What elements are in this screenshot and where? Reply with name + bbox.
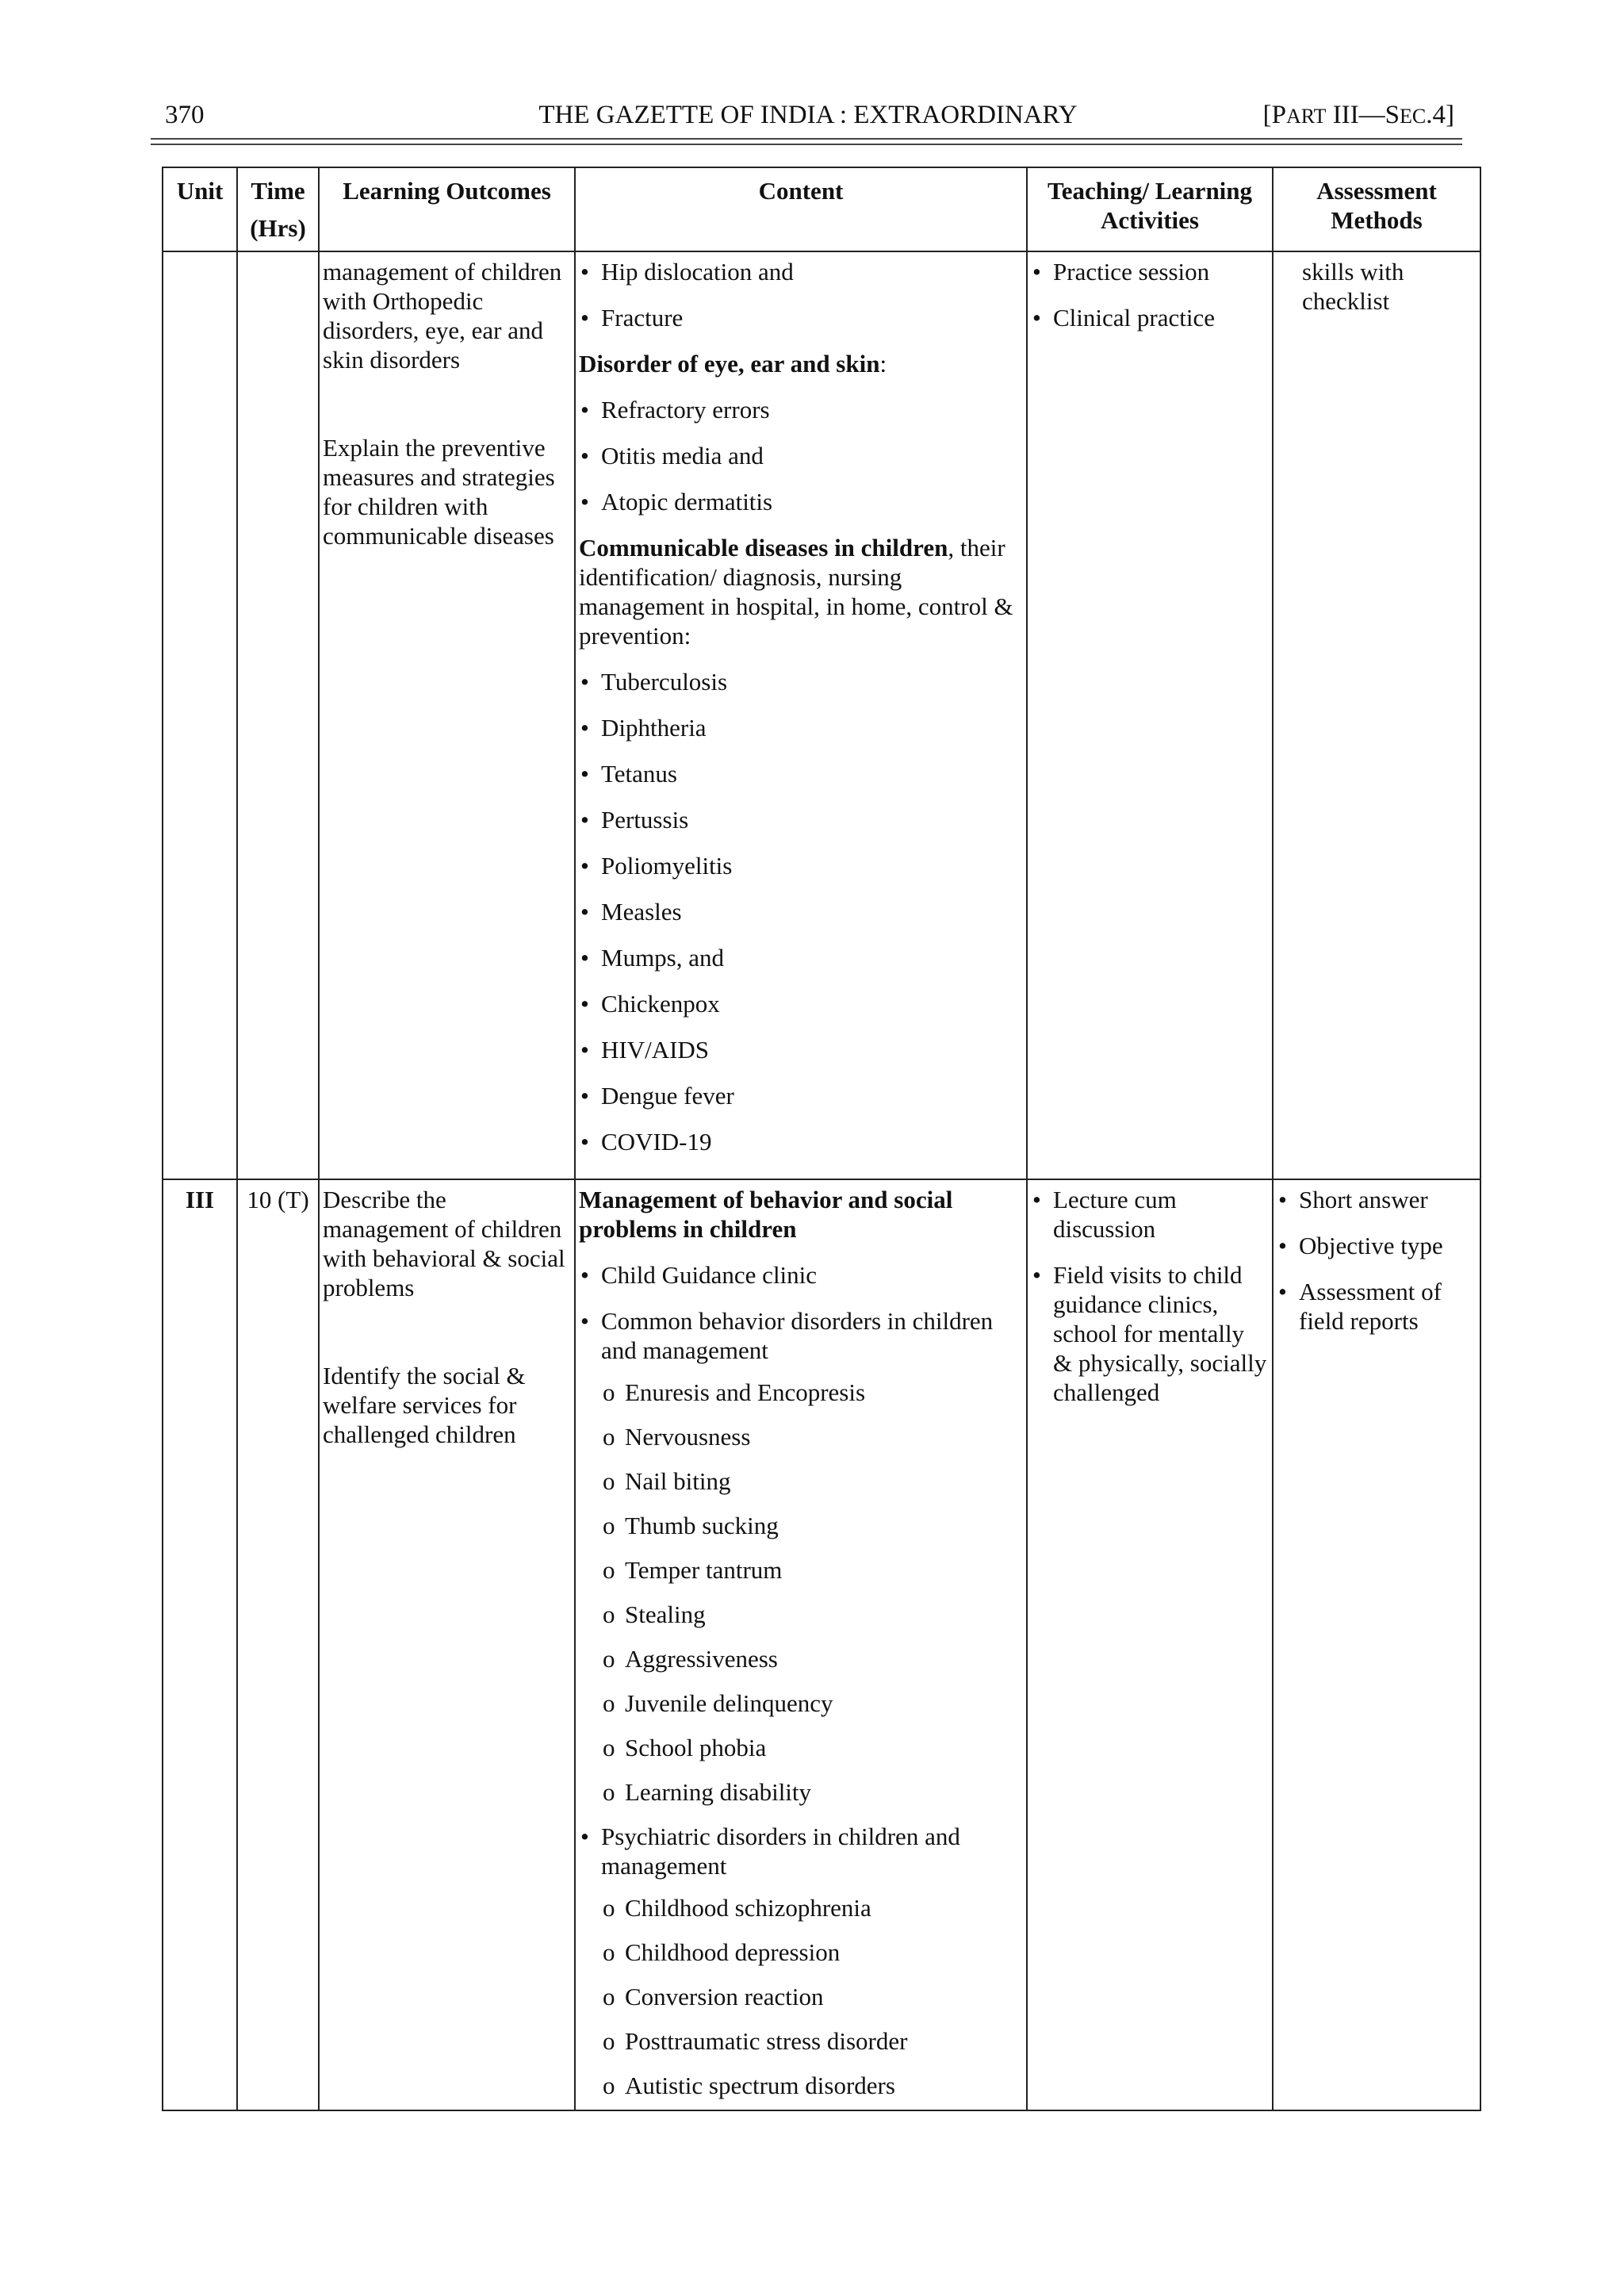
time-cell: 10 (T) (237, 1179, 319, 2110)
page-header (162, 95, 1454, 135)
list-item: • Short answer (1277, 1185, 1477, 1214)
learning-outcome-text: management of children with Orthopedic disorders, eye, ear and skin disorders (323, 258, 562, 374)
list-item: • Common behavior disorders in children and management (579, 1306, 1023, 1365)
header-unit: Unit (163, 167, 237, 251)
sub-list-item: o Conversion reaction (579, 1982, 1023, 2011)
list-item: • HIV/AIDS (579, 1035, 1023, 1064)
header-assessment-methods: Assessment Methods (1273, 167, 1480, 251)
header-learning-outcomes: Learning Outcomes (319, 167, 575, 251)
list-item: • Measles (579, 897, 1023, 926)
list-item: • Refractory errors (579, 395, 1023, 424)
sub-list-item: o School phobia (579, 1733, 1023, 1762)
list-item: • Chickenpox (579, 989, 1023, 1018)
learning-outcome-text: Explain the preventive measures and strategies for children with communicable diseases (323, 434, 555, 550)
list-item: • Hip dislocation and (579, 257, 1023, 286)
list-item: • Tuberculosis (579, 667, 1023, 696)
learning-outcomes-cell (319, 251, 575, 1179)
list-item: • COVID-19 (579, 1127, 1023, 1156)
syllabus-table (162, 167, 1481, 2111)
section-heading: Communicable diseases in children, their identification/ diagnosis, nursing management in hospital, in home, control & prevention: (579, 534, 1013, 650)
list-item: • Atopic dermatitis (579, 487, 1023, 516)
sub-list-item: o Juvenile delinquency (579, 1688, 1023, 1718)
unit-cell: III (163, 1179, 237, 2110)
table-header-row (163, 167, 1480, 251)
list-item: • Poliomyelitis (579, 851, 1023, 880)
learning-outcome-text: Describe the management of children with behavioral & social problems (323, 1186, 565, 1301)
sub-list-item: o Childhood depression (579, 1938, 1023, 1967)
teaching-activities-cell (1027, 1179, 1273, 2110)
unit-cell (163, 251, 237, 1179)
list-item: • Otitis media and (579, 441, 1023, 470)
content-cell (575, 251, 1027, 1179)
table-row (163, 1179, 1480, 2110)
teaching-activities-cell (1027, 251, 1273, 1179)
sub-list-item: o Learning disability (579, 1777, 1023, 1807)
time-cell (237, 251, 319, 1179)
list-item: • Child Guidance clinic (579, 1260, 1023, 1290)
list-item: • Fracture (579, 303, 1023, 332)
header-rule-top (151, 138, 1462, 140)
list-item: • Diphtheria (579, 713, 1023, 742)
list-item: • Pertussis (579, 805, 1023, 834)
part-section-label: [PART III—SEC.4] (1262, 101, 1454, 129)
header-teaching-activities: Teaching/ Learning Activities (1027, 167, 1273, 251)
sub-list-item: o Aggressiveness (579, 1644, 1023, 1673)
list-item: • Assessment of field reports (1277, 1277, 1477, 1336)
learning-outcomes-cell (319, 1179, 575, 2110)
list-item: • Tetanus (579, 759, 1023, 788)
sub-list-item: o Posttraumatic stress disorder (579, 2026, 1023, 2056)
page-number: 370 (165, 101, 205, 129)
list-item: • Lecture cum discussion (1031, 1185, 1269, 1244)
sub-list-item: o Enuresis and Encopresis (579, 1378, 1023, 1407)
list-item: • Clinical practice (1031, 303, 1269, 332)
learning-outcome-text: Identify the social & welfare services for challenged children (323, 1362, 526, 1448)
list-item: • Psychiatric disorders in children and management (579, 1822, 1023, 1880)
list-item: • Practice session (1031, 257, 1269, 286)
assessment-methods-cell (1273, 1179, 1480, 2110)
sub-list-item: o Nail biting (579, 1466, 1023, 1496)
list-item: • Mumps, and (579, 943, 1023, 972)
assessment-methods-cell (1273, 251, 1480, 1179)
section-heading: Disorder of eye, ear and skin: (579, 350, 887, 378)
section-heading: Management of behavior and social problems in children (579, 1186, 953, 1243)
sub-list-item: o Stealing (579, 1600, 1023, 1629)
assessment-text: skills with checklist (1302, 258, 1404, 315)
sub-list-item: o Thumb sucking (579, 1511, 1023, 1540)
table-row (163, 251, 1480, 1179)
sub-list-item: o Nervousness (579, 1422, 1023, 1451)
sub-list-item: o Temper tantrum (579, 1555, 1023, 1585)
gazette-title: THE GAZETTE OF INDIA : EXTRAORDINARY (538, 101, 1078, 129)
content-cell (575, 1179, 1027, 2110)
sub-list-item: o Childhood schizophrenia (579, 1893, 1023, 1922)
sub-list-item: o Autistic spectrum disorders (579, 2071, 1023, 2100)
header-rule-bottom (151, 144, 1462, 145)
list-item: • Dengue fever (579, 1081, 1023, 1110)
header-content: Content (575, 167, 1027, 251)
header-time: Time (Hrs) (237, 167, 319, 251)
list-item: • Field visits to child guidance clinics, school for mentally & physically, socially challenged (1031, 1260, 1269, 1407)
list-item: • Objective type (1277, 1231, 1477, 1260)
